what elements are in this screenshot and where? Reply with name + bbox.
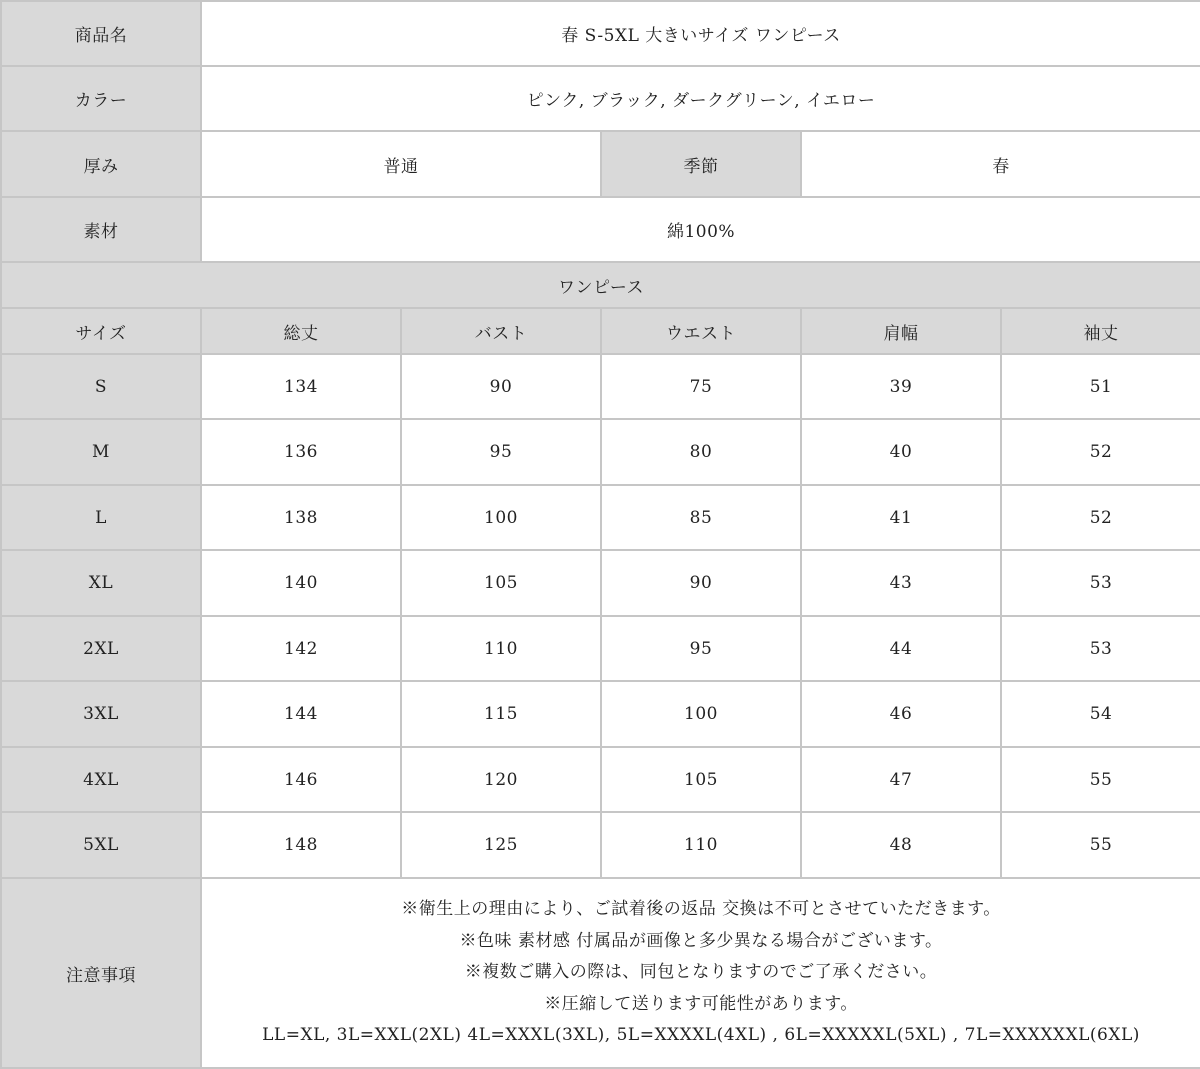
waist-cell: 90: [601, 550, 801, 616]
total-length-cell: 142: [201, 616, 401, 681]
size-row: [1, 681, 1200, 747]
color-value: ピンク, ブラック, ダークグリーン, イエロー: [201, 66, 1200, 131]
size-row: [1, 616, 1200, 681]
waist-cell: 80: [601, 419, 801, 485]
size-header-row: [1, 308, 1200, 354]
size-row: [1, 550, 1200, 616]
waist-cell: 95: [601, 616, 801, 681]
sleeve-cell: 54: [1001, 681, 1200, 747]
sleeve-cell: 53: [1001, 550, 1200, 616]
waist-cell: 75: [601, 354, 801, 419]
size-cell: 5XL: [1, 812, 201, 878]
total-length-cell: 138: [201, 485, 401, 550]
shoulder-cell: 40: [801, 419, 1001, 485]
header-waist: ウエスト: [601, 308, 801, 354]
notes-label: 注意事項: [1, 878, 201, 1068]
waist-cell: 105: [601, 747, 801, 812]
season-value: 春: [801, 131, 1200, 197]
total-length-cell: 136: [201, 419, 401, 485]
waist-cell: 85: [601, 485, 801, 550]
header-bust: バスト: [401, 308, 601, 354]
color-row: [1, 66, 1200, 131]
notes-row: [1, 878, 1200, 1068]
header-size: サイズ: [1, 308, 201, 354]
size-row: [1, 419, 1200, 485]
shoulder-cell: 46: [801, 681, 1001, 747]
material-label: 素材: [1, 197, 201, 262]
sleeve-cell: 55: [1001, 812, 1200, 878]
shoulder-cell: 43: [801, 550, 1001, 616]
material-value: 綿100%: [201, 197, 1200, 262]
header-total-length: 総丈: [201, 308, 401, 354]
size-row: [1, 747, 1200, 812]
note-line: ※複数ご購入の際は、同包となりますのでご了承ください。: [464, 962, 938, 983]
shoulder-cell: 48: [801, 812, 1001, 878]
thickness-value: 普通: [201, 131, 601, 197]
thickness-season-row: [1, 131, 1200, 197]
thickness-label: 厚み: [1, 131, 201, 197]
material-row: [1, 197, 1200, 262]
size-cell: 4XL: [1, 747, 201, 812]
sleeve-cell: 55: [1001, 747, 1200, 812]
size-cell: L: [1, 485, 201, 550]
season-label: 季節: [601, 131, 801, 197]
shoulder-cell: 39: [801, 354, 1001, 419]
bust-cell: 105: [401, 550, 601, 616]
size-cell: 3XL: [1, 681, 201, 747]
header-sleeve: 袖丈: [1001, 308, 1200, 354]
product-name-row: [1, 1, 1200, 66]
sleeve-cell: 52: [1001, 419, 1200, 485]
total-length-cell: 146: [201, 747, 401, 812]
total-length-cell: 144: [201, 681, 401, 747]
bust-cell: 95: [401, 419, 601, 485]
waist-cell: 100: [601, 681, 801, 747]
bust-cell: 90: [401, 354, 601, 419]
bust-cell: 120: [401, 747, 601, 812]
bust-cell: 115: [401, 681, 601, 747]
size-row: [1, 812, 1200, 878]
size-cell: S: [1, 354, 201, 419]
total-length-cell: 140: [201, 550, 401, 616]
product-name-value: 春 S-5XL 大きいサイズ ワンピース: [201, 1, 1200, 66]
size-conversion-line: LL=XL, 3L=XXL(2XL) 4L=XXXL(3XL), 5L=XXXXL(4XL) , 6L=XXXXXL(5XL) , 7L=XXXXXXL(6XL): [262, 1025, 1140, 1046]
note-line: ※衛生上の理由により、ご試着後の返品 交換は不可とさせていただきます。: [401, 899, 1001, 920]
product-name-label: 商品名: [1, 1, 201, 66]
shoulder-cell: 41: [801, 485, 1001, 550]
size-cell: XL: [1, 550, 201, 616]
bust-cell: 100: [401, 485, 601, 550]
color-label: カラー: [1, 66, 201, 131]
size-cell: 2XL: [1, 616, 201, 681]
size-cell: M: [1, 419, 201, 485]
shoulder-cell: 44: [801, 616, 1001, 681]
total-length-cell: 134: [201, 354, 401, 419]
bust-cell: 110: [401, 616, 601, 681]
total-length-cell: 148: [201, 812, 401, 878]
size-table-title-row: [1, 262, 1200, 308]
note-line: ※圧縮して送ります可能性があります。: [544, 993, 858, 1014]
note-line: ※色味 素材感 付属品が画像と多少異なる場合がございます。: [459, 930, 943, 951]
size-row: [1, 354, 1200, 419]
sleeve-cell: 52: [1001, 485, 1200, 550]
shoulder-cell: 47: [801, 747, 1001, 812]
sleeve-cell: 51: [1001, 354, 1200, 419]
waist-cell: 110: [601, 812, 801, 878]
notes-content: [201, 878, 1200, 1068]
bust-cell: 125: [401, 812, 601, 878]
sleeve-cell: 53: [1001, 616, 1200, 681]
size-row: [1, 485, 1200, 550]
header-shoulder: 肩幅: [801, 308, 1001, 354]
size-table-title: ワンピース: [1, 262, 1200, 308]
